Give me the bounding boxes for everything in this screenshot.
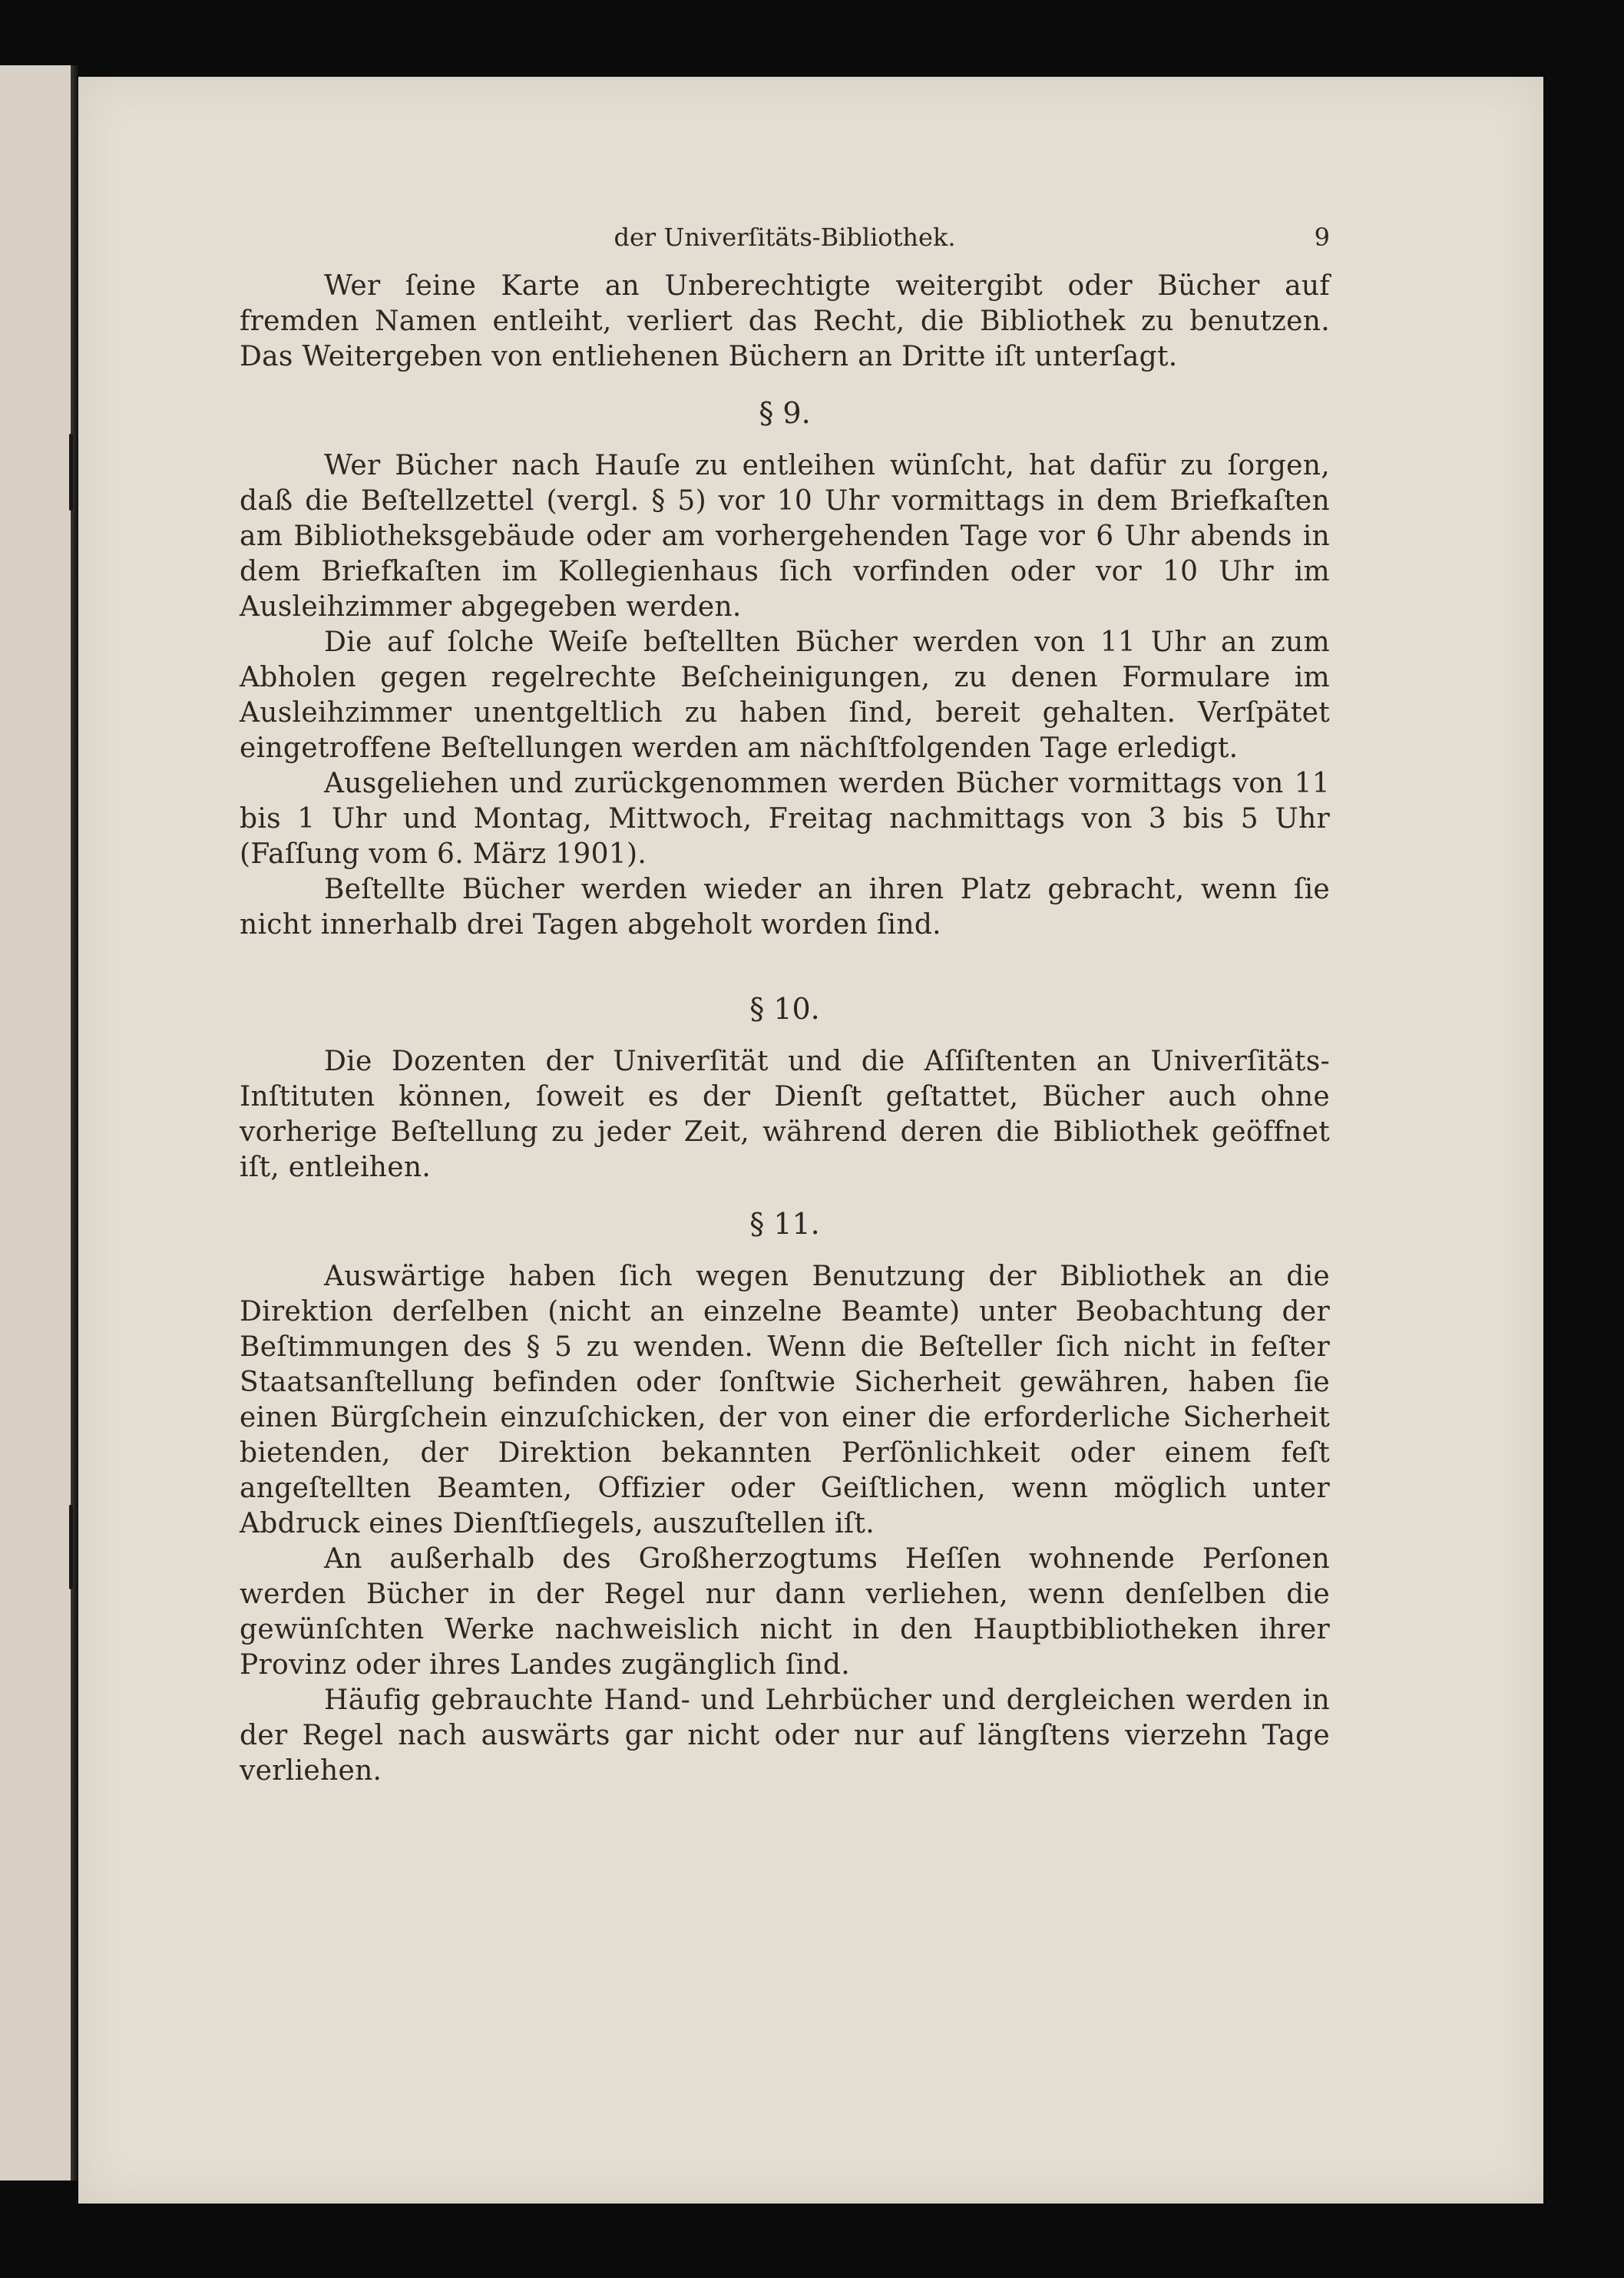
paragraph: Wer ſeine Karte an Unberechtigte weitergibt oder Bücher auf fremden Namen entleiht, verliert das Recht, die Bibliothek zu benutzen. Das Weitergeben von entliehenen Büchern an Dritte iſt unterſagt.: [240, 270, 1330, 372]
gutter-shadow: [71, 65, 78, 2180]
binding-thread-mark: [69, 434, 73, 511]
section-spacer: [240, 943, 1330, 970]
paragraph: Die auf ſolche Weiſe beſtellten Bücher werden von 11 Uhr an zum Abholen gegen regelrechte Beſcheinigungen, zu denen Formulare im Ausleihzimmer unentgeltlich zu haben ſind, bereit gehalten. Verſpätet eingetroffene Beſtellungen werden am nächſtfolgenden Tage erledigt.: [240, 627, 1330, 764]
book-page: [78, 77, 1543, 2204]
section-heading-11: § 11.: [749, 1207, 820, 1241]
running-head: [240, 223, 1330, 269]
page-content: [240, 223, 1330, 1789]
section-heading-9: § 9.: [759, 396, 811, 430]
section-heading-10: § 10.: [749, 992, 820, 1026]
paragraph: An außerhalb des Großherzogtums Heſſen wohnende Perſonen werden Bücher in der Regel nur dann verliehen, wenn denſelben die gewünſchten Werke nachweislich nicht in den Hauptbibliotheken ihrer Provinz oder ihres Landes zugänglich ſind.: [240, 1543, 1330, 1681]
paragraph: Häufig gebrauchte Hand- und Lehrbücher und dergleichen werden in der Regel nach auswärts gar nicht oder nur auf längſtens vierzehn Tage verliehen.: [240, 1685, 1330, 1787]
paragraph: Wer Bücher nach Hauſe zu entleihen wünſcht, hat dafür zu ſorgen, daß die Beſtellzettel (vergl. § 5) vor 10 Uhr vormittags in dem Briefkaſten am Bibliotheksgebäude oder am vorhergehenden Tage vor 6 Uhr abends in dem Briefkaſten im Kollegienhaus ſich vorfinden oder vor 10 Uhr im Ausleihzimmer abgegeben werden.: [240, 450, 1330, 623]
paragraph: Die Dozenten der Univerſität und die Aſſiſtenten an Univerſitäts-Inſtituten können, ſoweit es der Dienſt geſtattet, Bücher auch ohne vorherige Beſtellung zu jeder Zeit, während deren die Bibliothek geöffnet iſt, entleihen.: [240, 1046, 1330, 1183]
page-number: 9: [1314, 223, 1330, 252]
facing-page-edge: [0, 65, 73, 2180]
paragraph: Ausgeliehen und zurückgenommen werden Bücher vormittags von 11 bis 1 Uhr und Montag, Mittwoch, Freitag nachmittags von 3 bis 5 Uhr (Faſſung vom 6. März 1901).: [240, 768, 1330, 870]
running-title: der Univerſitäts-Bibliothek.: [614, 223, 956, 252]
binding-thread-mark: [69, 1505, 73, 1589]
paragraph: Beſtellte Bücher werden wieder an ihren Platz gebracht, wenn ſie nicht innerhalb drei Tagen abgeholt worden ſind.: [240, 874, 1330, 941]
paragraph: Auswärtige haben ſich wegen Benutzung der Bibliothek an die Direktion derſelben (nicht an einzelne Beamte) unter Beobachtung der Beſtimmungen des § 5 zu wenden. Wenn die Beſteller ſich nicht in feſter Staatsanſtellung befinden oder ſonſtwie Sicherheit gewähren, haben ſie einen Bürgſchein einzuſchicken, der von einer die erforderliche Sicherheit bietenden, der Direktion bekannten Perſönlichkeit oder einem feſt angeſtellten Beamten, Offizier oder Geiſtlichen, wenn möglich unter Abdruck eines Dienſtſiegels, auszuſtellen iſt.: [240, 1261, 1330, 1539]
